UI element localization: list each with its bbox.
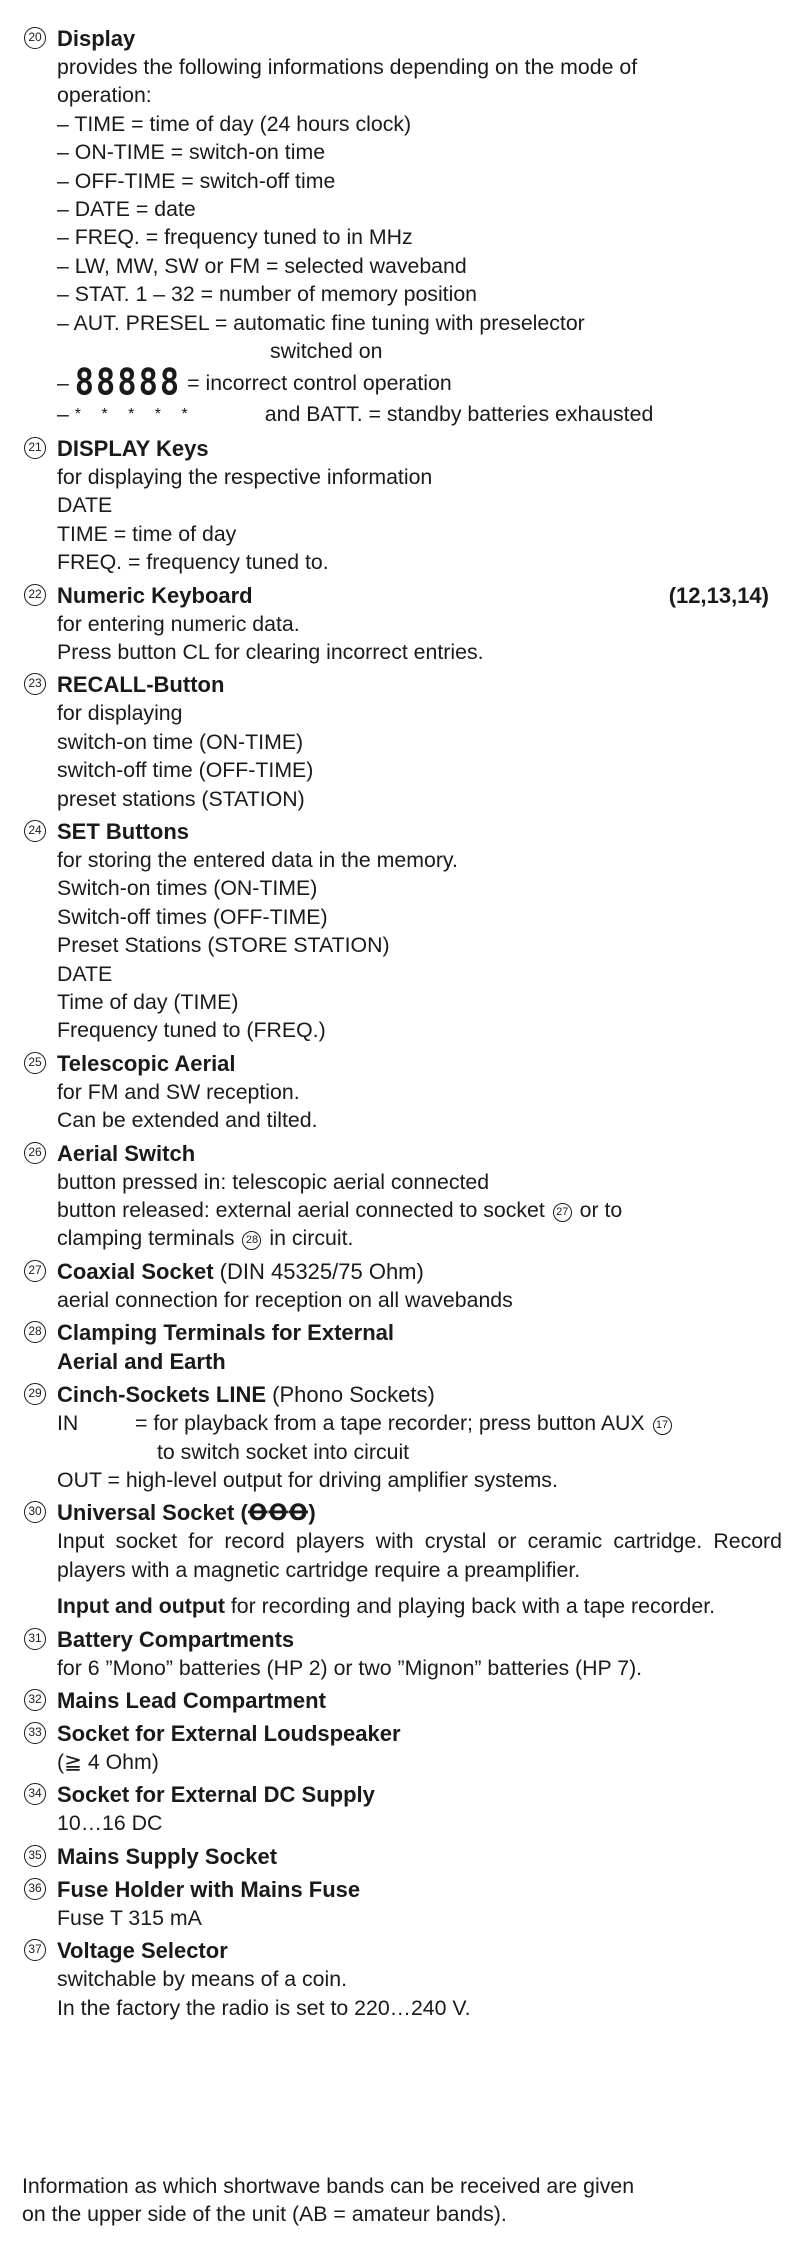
item-title: Socket for External Loudspeaker [57, 1721, 401, 1747]
reference-number: 28 [242, 1231, 261, 1250]
text-line: provides the following informations depending on the mode of [57, 55, 638, 79]
item-display-keys [22, 434, 782, 577]
text-line: for displaying [57, 701, 183, 726]
text-line: to switch socket into circuit [157, 1439, 410, 1464]
text-line [57, 1224, 782, 1252]
item-number: 20 [24, 27, 46, 49]
item-title: Numeric Keyboard [57, 582, 253, 608]
item-title-continuation: Aerial and Earth [57, 1349, 226, 1375]
item-number: 28 [24, 1321, 46, 1343]
list-item: – AUT. PRESEL = automatic fine tuning with preselector [57, 310, 585, 335]
item-mains-lead-compartment [22, 1686, 782, 1715]
item-title-note: (DIN 45325/75 Ohm) [219, 1258, 424, 1284]
item-fuse-holder [22, 1875, 782, 1932]
item-number: 32 [24, 1689, 46, 1711]
text-line: Frequency tuned to (FREQ.) [57, 1018, 326, 1043]
text-line: OUT = high-level output for driving amplifier systems. [57, 1468, 558, 1493]
item-title: RECALL-Button [57, 672, 225, 698]
item-number: 34 [24, 1783, 46, 1805]
item-external-loudspeaker [22, 1719, 782, 1776]
document-body [22, 24, 782, 2026]
footer-line: Information as which shortwave bands can be received are given [22, 2174, 635, 2198]
item-number: 37 [24, 1939, 46, 1961]
paragraph [57, 1592, 782, 1620]
item-number: 25 [24, 1052, 46, 1074]
io-label-in: IN [57, 1411, 79, 1436]
text-line: Press button CL for clearing incorrect entries. [57, 639, 484, 664]
item-numeric-keyboard [22, 581, 782, 667]
item-number: 27 [24, 1260, 46, 1282]
item-title: Telescopic Aerial [57, 1050, 236, 1076]
text-line: DATE [57, 961, 113, 986]
item-reference: (12,13,14) [668, 582, 769, 608]
text-line: for storing the entered data in the memory. [57, 847, 458, 872]
item-title: DISPLAY Keys [57, 435, 209, 461]
item-title: Mains Lead Compartment [57, 1688, 326, 1714]
text-segment: = for playback from a tape recorder; press button AUX [135, 1411, 645, 1436]
paragraph-gap [57, 1584, 782, 1592]
item-title: Fuse Holder with Mains Fuse [57, 1876, 361, 1902]
text-line: Switch-off times (OFF-TIME) [57, 904, 328, 929]
footer-note [22, 2172, 774, 2229]
list-item: – FREQ. = frequency tuned to in MHz [57, 225, 413, 250]
item-number: 26 [24, 1142, 46, 1164]
item-title: Mains Supply Socket [57, 1843, 278, 1869]
item-number: 21 [24, 437, 46, 459]
socket-symbol: (ꝊꝊꝊ) [240, 1500, 316, 1526]
title-row [57, 581, 769, 610]
list-item: – LW, MW, SW or FM = selected waveband [57, 253, 467, 278]
list-item-text: = incorrect control operation [187, 371, 452, 396]
item-display [22, 24, 782, 430]
item-title: Battery Compartments [57, 1626, 295, 1652]
item-number: 31 [24, 1628, 46, 1650]
text-line: for 6 ”Mono” batteries (HP 2) or two ”Mignon” batteries (HP 7). [57, 1655, 643, 1680]
item-title-note: (Phono Sockets) [272, 1382, 435, 1408]
item-number: 30 [24, 1501, 46, 1523]
text-line: switch-off time (OFF-TIME) [57, 758, 314, 783]
text-line: FREQ. = frequency tuned to. [57, 550, 329, 575]
item-title: Display [57, 26, 136, 51]
item-title: Voltage Selector [57, 1938, 228, 1964]
item-number: 36 [24, 1878, 46, 1900]
item-coaxial-socket [22, 1257, 782, 1314]
item-title: Aerial Switch [57, 1140, 196, 1166]
text-line: 10…16 DC [57, 1811, 163, 1836]
list-item: – STAT. 1 – 32 = number of memory position [57, 282, 478, 307]
list-item: – DATE = date [57, 197, 196, 222]
item-number: 24 [24, 820, 46, 842]
text-line: switchable by means of a coin. [57, 1967, 348, 1992]
reference-number: 27 [553, 1203, 572, 1222]
item-recall-button [22, 670, 782, 813]
list-item: – TIME = time of day (24 hours clock) [57, 111, 412, 136]
item-aerial-switch [22, 1139, 782, 1253]
bold-lead: Input and output [57, 1594, 225, 1619]
item-clamping-terminals [22, 1318, 782, 1376]
text-segment: in circuit. [269, 1226, 354, 1251]
text-line: Preset Stations (STORE STATION) [57, 933, 390, 958]
dash: – [57, 402, 69, 427]
text-line: for displaying the respective information [57, 464, 433, 489]
item-number: 23 [24, 673, 46, 695]
list-item [57, 400, 782, 429]
item-set-buttons [22, 817, 782, 1045]
text-line: DATE [57, 493, 113, 518]
list-item: – ON-TIME = switch-on time [57, 140, 326, 165]
reference-number: 17 [653, 1416, 672, 1435]
item-cinch-sockets [22, 1380, 782, 1494]
item-title [57, 1257, 782, 1286]
segment-display-symbol: 88888 [74, 360, 182, 405]
item-number: 33 [24, 1722, 46, 1744]
text-line: In the factory the radio is set to 220…240 V. [57, 1995, 471, 2020]
text-segment: button released: external aerial connected to socket [57, 1198, 545, 1222]
item-telescopic-aerial [22, 1049, 782, 1135]
item-title-text: Coaxial Socket [57, 1258, 214, 1284]
text-line: aerial connection for reception on all wavebands [57, 1287, 513, 1312]
text-line: (≧ 4 Ohm) [57, 1750, 159, 1775]
text-segment: clamping terminals [57, 1226, 235, 1251]
item-title: Clamping Terminals for External [57, 1320, 395, 1346]
text-line: Fuse T 315 mA [57, 1905, 202, 1930]
text-line: TIME = time of day [57, 521, 237, 546]
item-number: 22 [24, 584, 46, 606]
item-title: SET Buttons [57, 818, 189, 844]
text-line: operation: [57, 83, 152, 108]
text-line: for FM and SW reception. [57, 1079, 300, 1104]
text-line: Switch-on times (ON-TIME) [57, 876, 318, 901]
text-line [57, 1409, 782, 1437]
list-item-text: and BATT. = standby batteries exhausted [264, 402, 654, 427]
item-title [57, 1380, 782, 1409]
item-voltage-selector [22, 1936, 782, 2022]
item-battery-compartments [22, 1625, 782, 1682]
item-universal-socket [22, 1498, 782, 1620]
text-line [57, 1196, 782, 1224]
text-line: Time of day (TIME) [57, 989, 239, 1014]
text-line: Can be extended and tilted. [57, 1108, 318, 1133]
text-line: button pressed in: telescopic aerial connected [57, 1169, 490, 1194]
paragraph: Input socket for record players with crystal or ceramic cartridge. Record players with a magnetic cartridge require a preamplifier. [57, 1529, 782, 1582]
text-line: for entering numeric data. [57, 611, 300, 636]
asterisk-symbols: * * * * * [74, 406, 196, 424]
item-external-dc-supply [22, 1780, 782, 1837]
item-title: Socket for External DC Supply [57, 1782, 375, 1808]
item-mains-supply-socket [22, 1842, 782, 1871]
item-title [57, 1498, 782, 1527]
item-number: 35 [24, 1845, 46, 1867]
text-segment: or to [579, 1198, 623, 1222]
text-segment: for recording and playing back with a tape recorder. [230, 1594, 716, 1619]
text-line: switch-on time (ON-TIME) [57, 729, 304, 754]
item-title-text: Cinch-Sockets LINE [57, 1382, 267, 1408]
item-title-text: Universal Socket [57, 1500, 235, 1526]
text-line: preset stations (STATION) [57, 786, 305, 811]
item-number: 29 [24, 1383, 46, 1405]
list-item: – OFF-TIME = switch-off time [57, 168, 336, 193]
footer-line: on the upper side of the unit (AB = amateur bands). [22, 2202, 507, 2227]
dash: – [57, 371, 69, 396]
list-item-continuation: switched on [270, 339, 383, 364]
list-item [57, 360, 782, 405]
